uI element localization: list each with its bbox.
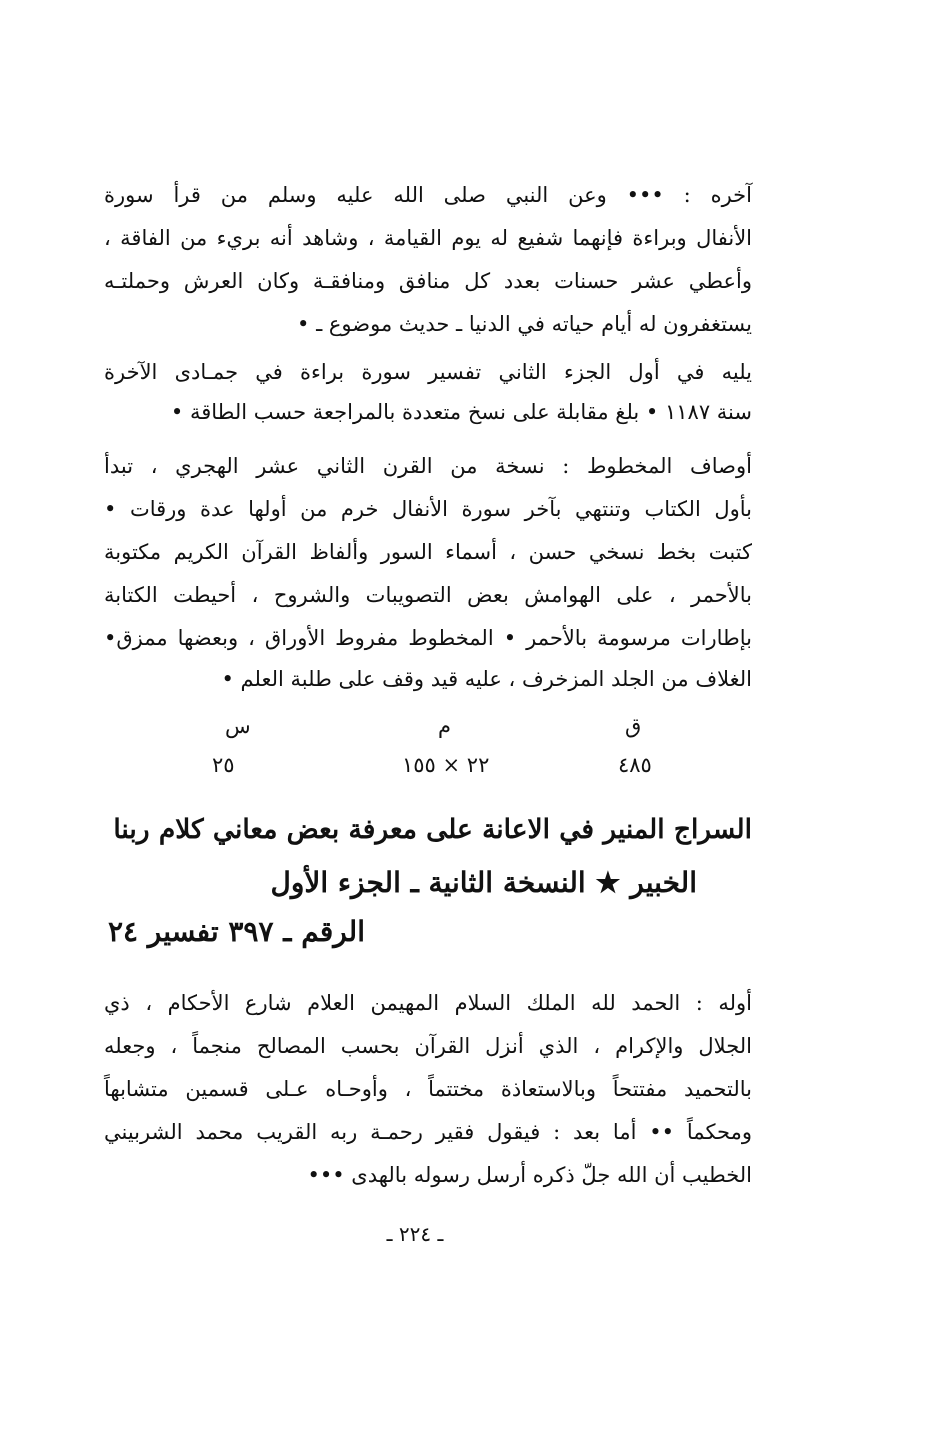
stat-label-folios: ق	[625, 714, 642, 738]
text-line: أوله : الحمد لله الملك السلام المهيمن العلام شارع الأحكام ، ذي	[104, 991, 752, 1015]
text-line: أوصاف المخطوط : نسخة من القرن الثاني عشر الهجري ، تبدأ	[104, 454, 752, 478]
stat-value-lines: ٢٥	[212, 753, 235, 777]
followed-by-paragraph	[104, 357, 752, 437]
text-line: بالأحمر ، على الهوامش بعض التصويبات والشروح ، أحيطت الكتابة	[104, 583, 752, 607]
entry-shelfmark: الرقم ـ ٣٩٧ تفسير ٢٤	[107, 915, 365, 948]
text-line: يستغفرون له أيام حياته في الدنيا ـ حديث موضوع ـ •	[297, 312, 752, 336]
text-line: بالتحميد مفتتحاً وبالاستعاذة مختتماً ، وأوحـاه عـلى قسمين متشابهاً	[104, 1077, 752, 1101]
text-line: ومحكماً •• أما بعد : فيقول فقير رحمـة ربه القريب محمد الشربيني	[104, 1120, 752, 1144]
stat-value-dimensions: ٢٢ × ١٥٥	[402, 753, 490, 777]
page-number: ـ ٢٢٤ ـ	[386, 1222, 444, 1246]
text-line: وأعطي عشر حسنات بعدد كل منافق ومنافقـة وكان العرش وحملتـه	[104, 269, 752, 293]
text-line: بأول الكتاب وتنتهي بآخر سورة الأنفال خرم من أولها عدة ورقات •	[104, 497, 752, 521]
stat-label-dimensions: م	[438, 714, 452, 738]
stat-value-folios: ٤٨٥	[618, 753, 652, 777]
text-line: كتبت بخط نسخي حسن ، أسماء السور وألفاظ القرآن الكريم مكتوبة	[104, 540, 752, 564]
text-line: الجلال والإكرام ، الذي أنزل القرآن بحسب المصالح منجماً ، وجعله	[104, 1034, 752, 1058]
text-line: الأنفال وبراءة فإنهما شفيع له يوم القيامة ، وشاهد أنه بريء من الفاقة ،	[104, 226, 752, 250]
manuscript-description-paragraph	[104, 451, 752, 701]
text-line: سنة ١١٨٧ • بلغ مقابلة على نسخ متعددة بالمراجعة حسب الطاقة •	[170, 400, 752, 424]
stat-label-lines: س	[225, 714, 251, 738]
manuscript-stats	[0, 710, 930, 780]
entry-title: السراج المنير في الاعانة على معرفة بعض معاني كلام ربنا	[113, 814, 752, 845]
ending-paragraph	[104, 180, 752, 345]
opening-paragraph	[104, 988, 752, 1198]
text-line: بإطارات مرسومة بالأحمر • المخطوط مفروط الأوراق ، وبعضها ممزق•	[104, 626, 752, 650]
entry-subtitle: الخبير ★ النسخة الثانية ـ الجزء الأول	[270, 866, 697, 899]
text-line: يليه في أول الجزء الثاني تفسير سورة براءة في جمـادى الآخرة	[104, 360, 752, 384]
text-line: الغلاف من الجلد المزخرف ، عليه قيد وقف على طلبة العلم •	[221, 667, 752, 691]
text-line: آخره : ••• وعن النبي صلى الله عليه وسلم من قرأ سورة	[104, 183, 752, 207]
text-line: الخطيب أن الله جلّ ذكره أرسل رسوله بالهدى •••	[307, 1163, 752, 1187]
